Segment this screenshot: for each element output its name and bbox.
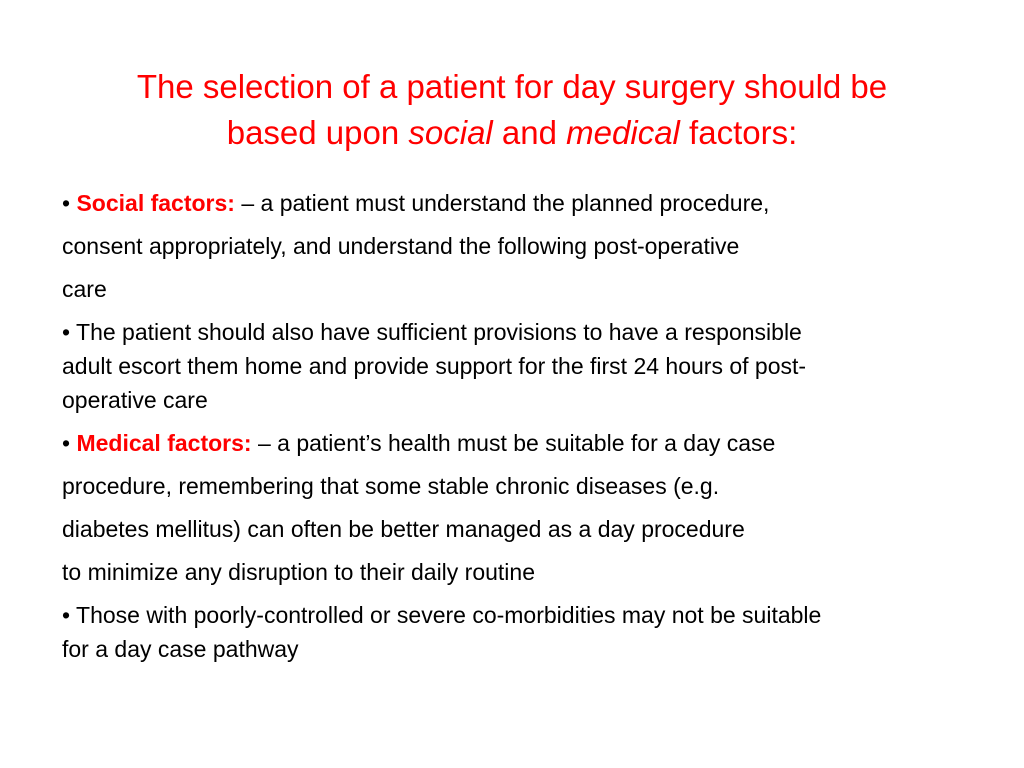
social-line-3 [62, 272, 962, 306]
slide-body [62, 186, 962, 666]
comorbid-line-1 [62, 598, 962, 632]
social-text-2: consent appropriately, and understand the following post-operative [62, 233, 740, 259]
escort-text-3: operative care [62, 387, 208, 413]
bullet-icon: • [62, 190, 71, 216]
escort-text-2: adult escort them home and provide support for the first 24 hours of post- [62, 353, 807, 379]
comorbid-line-2 [62, 632, 962, 666]
medical-line-3 [62, 512, 962, 546]
title-line-2-mid: and [492, 114, 567, 151]
social-text-3: care [62, 276, 107, 302]
medical-line-2 [62, 469, 962, 503]
medical-line-1 [62, 426, 962, 460]
title-line-2-pre: based upon [226, 114, 409, 151]
title-social-word: social [408, 114, 493, 151]
escort-line-3 [62, 383, 962, 417]
title-line-1: The selection of a patient for day surgery should be [136, 68, 888, 105]
title-line-2-post: factors: [679, 114, 798, 151]
slide-title [60, 64, 964, 156]
medical-text-1: – a patient’s health must be suitable for a day case [251, 430, 776, 456]
medical-factors-label: Medical factors: [76, 430, 252, 456]
social-line-2 [62, 229, 962, 263]
social-factors-label: Social factors: [76, 190, 235, 216]
social-text-1: – a patient must understand the planned procedure, [234, 190, 770, 216]
comorbid-text-1: Those with poorly-controlled or severe co-morbidities may not be suitable [70, 602, 822, 628]
title-medical-word: medical [566, 114, 680, 151]
medical-text-3: diabetes mellitus) can often be better managed as a day procedure [62, 516, 745, 542]
social-line-1 [62, 186, 962, 220]
bullet-icon: • [62, 602, 71, 628]
medical-text-4: to minimize any disruption to their daily routine [62, 559, 536, 585]
bullet-icon: • [62, 319, 71, 345]
comorbid-text-2: for a day case pathway [62, 636, 299, 662]
escort-text-1: The patient should also have sufficient provisions to have a responsible [70, 319, 802, 345]
bullet-icon: • [62, 430, 71, 456]
escort-line-2 [62, 349, 962, 383]
escort-line-1 [62, 315, 962, 349]
medical-text-2: procedure, remembering that some stable chronic diseases (e.g. [62, 473, 720, 499]
medical-line-4 [62, 555, 962, 589]
